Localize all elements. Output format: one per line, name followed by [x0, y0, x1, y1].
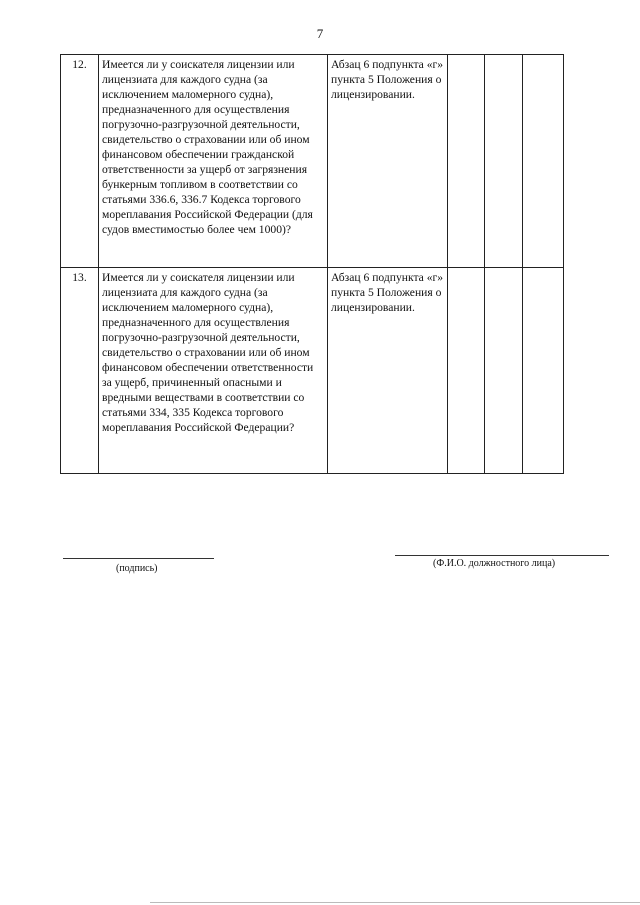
table-row [61, 55, 564, 268]
answer-yes-cell[interactable] [448, 55, 485, 268]
row-number: 13. [61, 268, 99, 474]
answer-no-cell[interactable] [485, 268, 523, 474]
question-cell: Имеется ли у соискателя лицензии или лицензиата для каждого судна (за исключением маломерного судна), предназначенного для осуществления погрузочно-разгрузочной деятельности, свидетельство о страховании или об ином финансовом обеспечении ответственности за ущерб, причиненный опасными и вредными веществами в соответствии со статьями 334, 335 Кодекса торгового мореплавания Российской Федерации? [99, 268, 328, 474]
page-bottom-edge [150, 902, 640, 903]
page-number: 7 [316, 26, 324, 41]
answer-no-cell[interactable] [485, 55, 523, 268]
signature-caption: (подпись) [116, 563, 158, 574]
signature-line[interactable] [63, 558, 214, 559]
question-cell: Имеется ли у соискателя лицензии или лицензиата для каждого судна (за исключением маломерного судна), предназначенного для осуществления погрузочно-разгрузочной деятельности, свидетельство о страховании или об ином финансовом обеспечении гражданской ответственности за ущерб от загрязнения бункерным топливом в соответствии со статьями 336.6, 336.7 Кодекса торгового мореплавания Российской Федерации (для судов вместимостью более чем 1000)? [99, 55, 328, 268]
official-name-caption: (Ф.И.О. должностного лица) [433, 558, 556, 569]
answer-na-cell[interactable] [523, 55, 564, 268]
official-name-line[interactable] [395, 555, 609, 556]
row-number: 12. [61, 55, 99, 268]
answer-na-cell[interactable] [523, 268, 564, 474]
checklist-table [60, 54, 564, 474]
requirement-cell: Абзац 6 подпункта «г» пункта 5 Положения о лицензировании. [328, 55, 448, 268]
table-row [61, 268, 564, 474]
requirement-cell: Абзац 6 подпункта «г» пункта 5 Положения о лицензировании. [328, 268, 448, 474]
answer-yes-cell[interactable] [448, 268, 485, 474]
